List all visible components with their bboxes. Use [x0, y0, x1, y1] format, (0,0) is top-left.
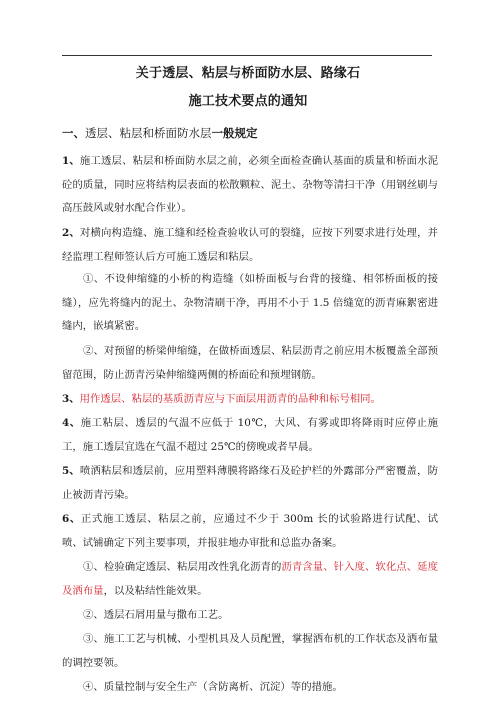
paragraph-5 — [62, 460, 438, 507]
paragraph-text: 喷洒粘层和透层前，应用塑料薄膜将路缘石及砼护栏的外露部分严密覆盖，防止被沥青污染。 — [62, 465, 439, 501]
paragraph-2 — [62, 222, 438, 269]
paragraph-6-item-4: ④、质量控制与安全生产（含防离析、沉淀）等的措施。 — [83, 681, 343, 693]
header-rule — [62, 55, 432, 56]
item-text: ，以及粘结性能效果。 — [103, 584, 208, 597]
paragraph-3 — [62, 388, 438, 412]
paragraph-text: 施工粘层、透层的气温不应低于 10℃，大风、有雾或即将降雨时应停止施工，施工透层宜选在气温不超过 25℃的傍晚或者早晨。 — [62, 417, 438, 453]
paragraph-number: 2、 — [62, 227, 80, 239]
document-title-line2: 施工技术要点的通知 — [188, 94, 308, 109]
section-heading-text: 透层、粘层和桥面防水层 — [85, 126, 212, 140]
section-heading-bold: 一般规定 — [211, 126, 258, 140]
document-title-line1: 关于透层、粘层与桥面防水层、路缘石 — [135, 66, 361, 81]
paragraph-number: 5、 — [62, 465, 80, 477]
paragraph-text: 正式施工透层、粘层之前，应通过不少于 300m 长的试验路进行试配、试喷、试铺确定下列主要事项，并报驻地办审批和总监办备案。 — [62, 513, 438, 549]
paragraph-4 — [62, 412, 438, 459]
paragraph-number: 1、 — [62, 155, 80, 167]
paragraph-number: 4、 — [62, 417, 81, 429]
paragraph-6-item-2: ②、透层石屑用量与撒布工艺。 — [83, 609, 229, 621]
paragraph-text-highlight: 用作透层、粘层的基质沥青应与下面层用沥青的品种和标号相同。 — [79, 393, 381, 405]
paragraph-1 — [62, 150, 438, 221]
paragraph-number: 6、 — [62, 513, 81, 525]
paragraph-2-item-1: ①、不设伸缩缝的小桥的构造缝（如桥面板与台背的接缝、相邻桥面板的接缝），应先将缝内的泥土、杂物清刷干净，再用不小于 1.5 倍缝宽的沥青麻絮密进缝内，嵌填紧密。 — [62, 273, 438, 332]
paragraph-2-item-2: ②、对预留的桥梁伸缩缝，在做桥面透层、粘层沥青之前应用木板覆盖全部预留范围，防止沥青污染伸缩缝两侧的桥面砼和预埋钢筋。 — [62, 345, 438, 381]
paragraph-6 — [62, 508, 438, 555]
section-heading — [62, 122, 438, 146]
paragraph-text: 施工透层、粘层和桥面防水层之前，必须全面检查确认基面的质量和桥面水泥砼的质量，同时应将结构层表面的松散颗粒、泥土、杂物等清扫干净（用钢丝刷与高压鼓风或射水配合作业）。 — [62, 155, 439, 214]
paragraph-6-item-3: ③、施工工艺与机械、小型机具及人员配置，掌握洒布机的工作状态及洒布量的调控要领。 — [62, 633, 438, 669]
paragraph-6-item-1 — [62, 556, 438, 603]
item-text: ①、检验确定透层、粘层用改性乳化沥青的 — [83, 561, 282, 573]
item-text-highlight: 沥青含量、针入度、软化点、延度及洒布量 — [62, 561, 439, 597]
paragraph-number: 3、 — [62, 393, 80, 405]
paragraph-text: 对横向构造缝、施工缝和经检查验收认可的裂缝，应按下列要求进行处理，并经监理工程师签认后方可施工透层和粘层。 — [62, 227, 439, 263]
section-number: 一、 — [62, 126, 85, 140]
